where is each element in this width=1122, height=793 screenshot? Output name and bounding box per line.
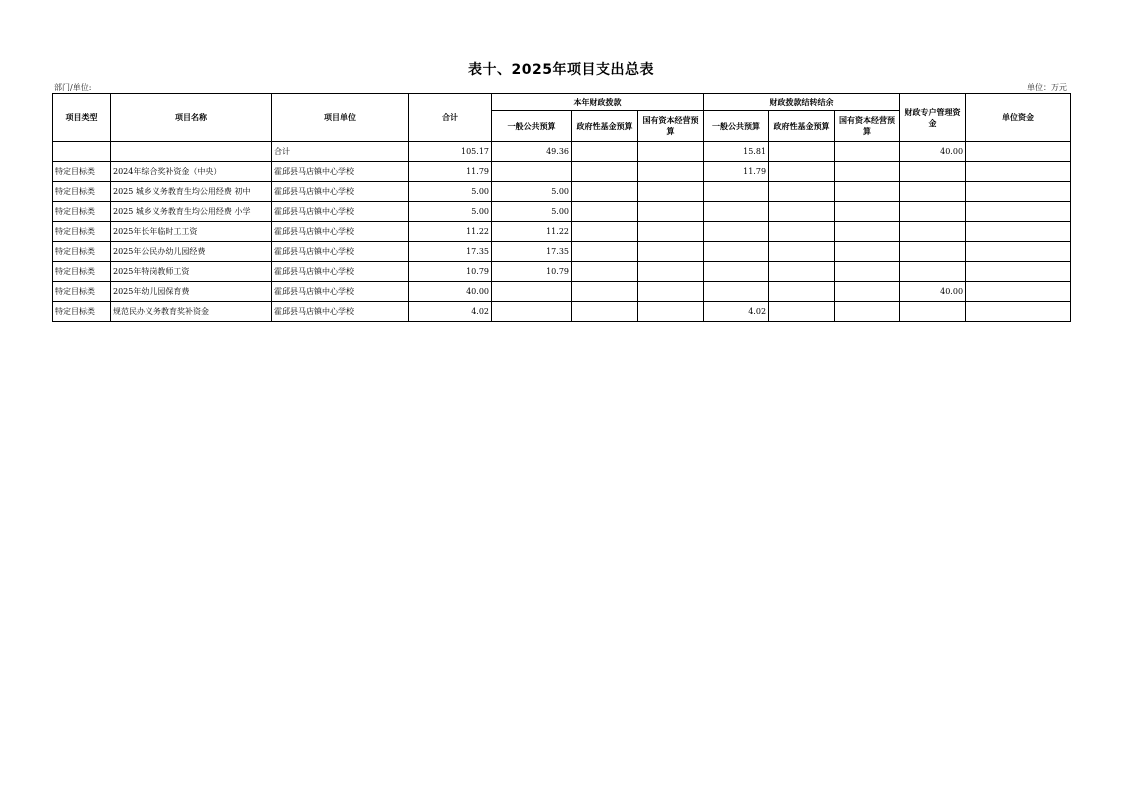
cell-total: 11.79 [409, 162, 492, 182]
cell-unit: 霍邱县马店镇中心学校 [272, 302, 409, 322]
cell-unit-fund [966, 202, 1071, 222]
table-row [53, 222, 1071, 242]
cell-total: 17.35 [409, 242, 492, 262]
cell-cur-state-capital [638, 282, 704, 302]
cell-carry-state-capital [835, 162, 900, 182]
cell-name: 2025年公民办幼儿园经费 [111, 242, 272, 262]
table-row [53, 142, 1071, 162]
cell-carry-state-capital [835, 202, 900, 222]
cell-carry-gov-fund [769, 142, 835, 162]
cell-unit-fund [966, 242, 1071, 262]
cell-total: 5.00 [409, 202, 492, 222]
header-current-year-group: 本年财政拨款 [492, 94, 704, 111]
cell-name: 2025 城乡义务教育生均公用经费 初中 [111, 182, 272, 202]
cell-carry-gov-fund [769, 282, 835, 302]
cell-type: 特定目标类 [53, 302, 111, 322]
cell-name: 2025年长年临时工工资 [111, 222, 272, 242]
cell-cur-general: 10.79 [492, 262, 572, 282]
cell-carry-gov-fund [769, 182, 835, 202]
table-row [53, 302, 1071, 322]
cell-cur-state-capital [638, 302, 704, 322]
header-total: 合计 [409, 94, 492, 142]
cell-cur-general [492, 282, 572, 302]
cell-name [111, 142, 272, 162]
cell-unit-fund [966, 182, 1071, 202]
cell-carry-general [704, 182, 769, 202]
cell-cur-state-capital [638, 222, 704, 242]
cell-name: 2024年综合奖补资金（中央） [111, 162, 272, 182]
cell-cur-state-capital [638, 142, 704, 162]
cell-total: 10.79 [409, 262, 492, 282]
cell-special [900, 222, 966, 242]
cell-unit: 合计 [272, 142, 409, 162]
cell-carry-gov-fund [769, 242, 835, 262]
project-expenditure-table [52, 93, 1071, 322]
cell-carry-state-capital [835, 182, 900, 202]
cell-total: 40.00 [409, 282, 492, 302]
cell-cur-gov-fund [572, 262, 638, 282]
cell-special: 40.00 [900, 142, 966, 162]
cell-unit-fund [966, 162, 1071, 182]
cell-carry-state-capital [835, 242, 900, 262]
cell-cur-general: 17.35 [492, 242, 572, 262]
cell-cur-general: 11.22 [492, 222, 572, 242]
cell-unit: 霍邱县马店镇中心学校 [272, 162, 409, 182]
cell-unit: 霍邱县马店镇中心学校 [272, 242, 409, 262]
cell-type: 特定目标类 [53, 222, 111, 242]
cell-carry-state-capital [835, 222, 900, 242]
cell-carry-gov-fund [769, 262, 835, 282]
cell-cur-gov-fund [572, 162, 638, 182]
cell-cur-general: 5.00 [492, 202, 572, 222]
cell-carry-general: 15.81 [704, 142, 769, 162]
cell-carry-general [704, 282, 769, 302]
header-project-name: 项目名称 [111, 94, 272, 142]
table-row [53, 242, 1071, 262]
cell-cur-general: 49.36 [492, 142, 572, 162]
cell-carry-general: 11.79 [704, 162, 769, 182]
cell-cur-state-capital [638, 242, 704, 262]
cell-special: 40.00 [900, 282, 966, 302]
cell-type: 特定目标类 [53, 242, 111, 262]
cell-type: 特定目标类 [53, 202, 111, 222]
cell-cur-general [492, 302, 572, 322]
cell-name: 2025 城乡义务教育生均公用经费 小学 [111, 202, 272, 222]
header-carryover-group: 财政拨款结转结余 [704, 94, 900, 111]
cell-special [900, 162, 966, 182]
cell-unit-fund [966, 142, 1071, 162]
cell-unit: 霍邱县马店镇中心学校 [272, 222, 409, 242]
header-unit-fund: 单位资金 [966, 94, 1071, 142]
department-label: 部门/单位: [54, 83, 92, 92]
cell-special [900, 302, 966, 322]
cell-cur-state-capital [638, 202, 704, 222]
header-current-state-capital-budget: 国有资本经营预算 [638, 111, 704, 142]
table-row [53, 262, 1071, 282]
cell-cur-general: 5.00 [492, 182, 572, 202]
header-current-gov-fund-budget: 政府性基金预算 [572, 111, 638, 142]
cell-type [53, 142, 111, 162]
cell-carry-state-capital [835, 302, 900, 322]
cell-cur-state-capital [638, 262, 704, 282]
header-project-type: 项目类型 [53, 94, 111, 142]
cell-unit: 霍邱县马店镇中心学校 [272, 202, 409, 222]
header-carry-state-capital-budget: 国有资本经营预算 [835, 111, 900, 142]
cell-type: 特定目标类 [53, 182, 111, 202]
cell-cur-gov-fund [572, 302, 638, 322]
cell-total: 4.02 [409, 302, 492, 322]
cell-unit: 霍邱县马店镇中心学校 [272, 262, 409, 282]
table-row [53, 162, 1071, 182]
cell-carry-general [704, 262, 769, 282]
cell-total: 11.22 [409, 222, 492, 242]
cell-unit-fund [966, 222, 1071, 242]
unit-label: 单位：万元 [1027, 83, 1067, 92]
cell-carry-state-capital [835, 142, 900, 162]
header-project-unit: 项目单位 [272, 94, 409, 142]
cell-unit-fund [966, 262, 1071, 282]
page-title: 表十、2025年项目支出总表 [468, 62, 654, 78]
cell-special [900, 202, 966, 222]
table-row [53, 282, 1071, 302]
cell-cur-gov-fund [572, 282, 638, 302]
table-row [53, 202, 1071, 222]
cell-carry-state-capital [835, 262, 900, 282]
cell-cur-general [492, 162, 572, 182]
cell-cur-gov-fund [572, 202, 638, 222]
cell-cur-state-capital [638, 182, 704, 202]
header-carry-general-budget: 一般公共预算 [704, 111, 769, 142]
cell-carry-general [704, 242, 769, 262]
cell-unit-fund [966, 302, 1071, 322]
cell-carry-gov-fund [769, 222, 835, 242]
cell-carry-general [704, 202, 769, 222]
cell-carry-gov-fund [769, 202, 835, 222]
cell-unit: 霍邱县马店镇中心学校 [272, 282, 409, 302]
cell-type: 特定目标类 [53, 262, 111, 282]
cell-carry-general: 4.02 [704, 302, 769, 322]
cell-type: 特定目标类 [53, 282, 111, 302]
header-special-fund: 财政专户管理资金 [900, 94, 966, 142]
cell-type: 特定目标类 [53, 162, 111, 182]
cell-cur-gov-fund [572, 142, 638, 162]
cell-carry-general [704, 222, 769, 242]
cell-name: 2025年幼儿园保育费 [111, 282, 272, 302]
cell-cur-gov-fund [572, 222, 638, 242]
header-carry-gov-fund-budget: 政府性基金预算 [769, 111, 835, 142]
cell-unit-fund [966, 282, 1071, 302]
cell-special [900, 242, 966, 262]
cell-carry-state-capital [835, 282, 900, 302]
cell-special [900, 262, 966, 282]
cell-unit: 霍邱县马店镇中心学校 [272, 182, 409, 202]
cell-special [900, 182, 966, 202]
cell-cur-gov-fund [572, 182, 638, 202]
cell-name: 2025年特岗教师工资 [111, 262, 272, 282]
cell-total: 105.17 [409, 142, 492, 162]
header-current-general-budget: 一般公共预算 [492, 111, 572, 142]
cell-carry-gov-fund [769, 302, 835, 322]
table-row [53, 182, 1071, 202]
cell-cur-gov-fund [572, 242, 638, 262]
cell-carry-gov-fund [769, 162, 835, 182]
cell-name: 规范民办义务教育奖补资金 [111, 302, 272, 322]
cell-total: 5.00 [409, 182, 492, 202]
cell-cur-state-capital [638, 162, 704, 182]
